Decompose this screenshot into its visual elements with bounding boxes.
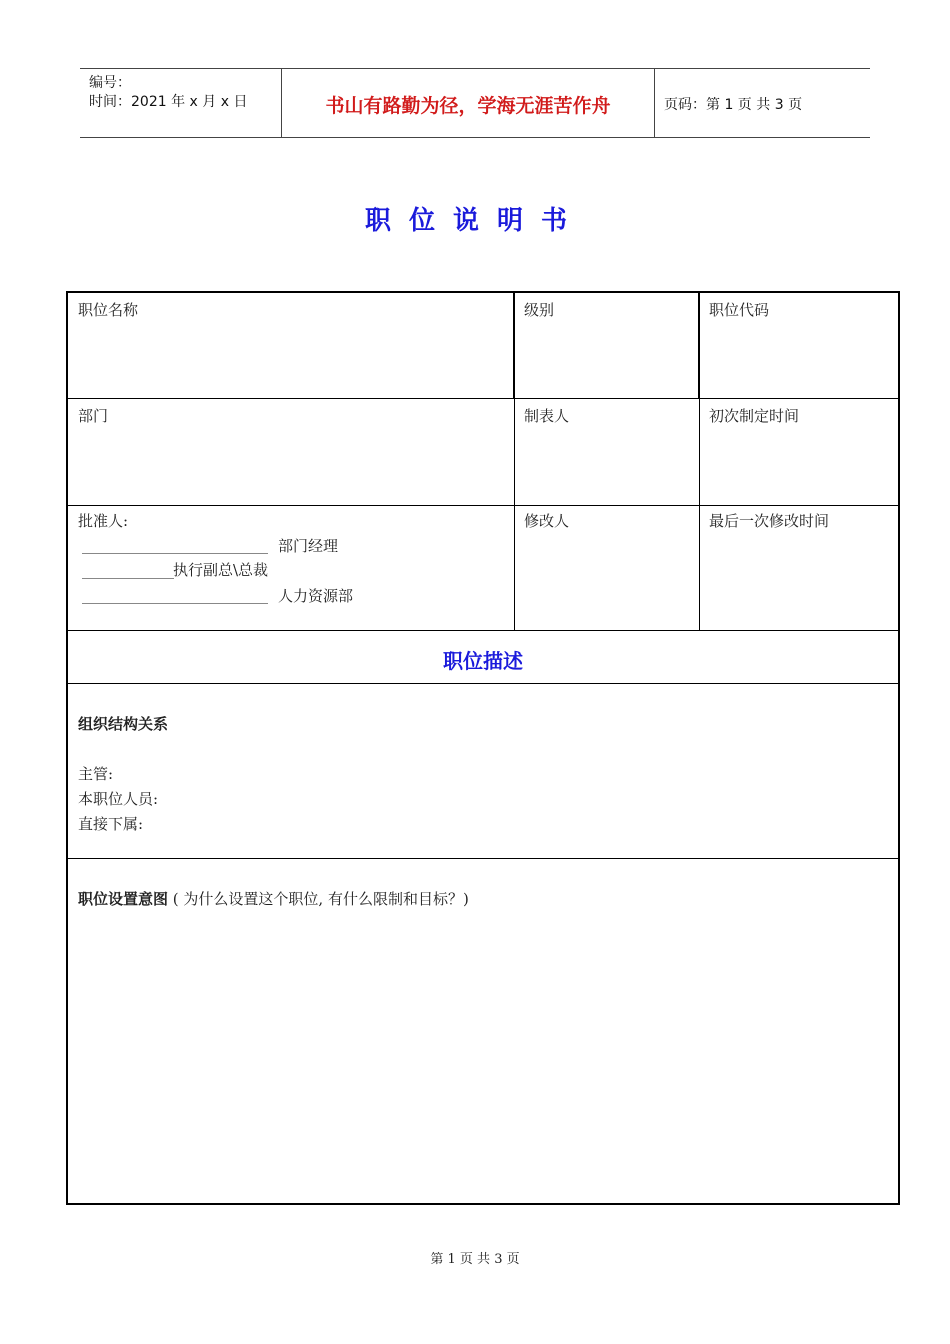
page-header xyxy=(80,68,870,138)
page-info: 页码：第 1 页 共 3 页 xyxy=(664,97,803,113)
header-motto-cell xyxy=(282,69,655,137)
page-footer: 第 1 页 共 3 页 xyxy=(430,1252,520,1267)
header-page-cell xyxy=(655,69,870,137)
time-label: 时间：2021 年 x 月 x 日 xyxy=(89,94,248,110)
position-name-label: 职位名称 xyxy=(78,301,139,319)
purpose-heading xyxy=(78,888,469,909)
header-meta xyxy=(80,69,282,137)
signature-line xyxy=(82,603,268,604)
preparer-label: 制表人 xyxy=(524,407,570,425)
motto: 书山有路勤为径，学海无涯苦作舟 xyxy=(325,95,611,117)
modifier-label: 修改人 xyxy=(524,512,570,530)
approver-label: 批准人: xyxy=(78,512,129,530)
department-label: 部门 xyxy=(78,407,109,425)
divider xyxy=(514,399,515,630)
position-code-label: 职位代码 xyxy=(709,301,770,319)
last-modified-label: 最后一次修改时间 xyxy=(709,512,830,530)
document-title: 职位说明书 xyxy=(364,206,585,236)
divider xyxy=(68,858,898,859)
purpose-hint: ( 为什么设置这个职位, 有什么限制和目标？) xyxy=(172,890,469,908)
signature-line xyxy=(82,553,268,554)
divider xyxy=(68,505,898,506)
purpose-title: 职位设置意图 xyxy=(78,890,169,908)
level-label: 级别 xyxy=(524,301,555,319)
approver-line-2: 执行副总\总裁 xyxy=(173,561,269,579)
divider xyxy=(513,293,515,399)
org-structure-title: 组织结构关系 xyxy=(78,715,169,733)
divider xyxy=(68,683,898,684)
number-label: 编号： xyxy=(89,75,131,91)
divider xyxy=(68,630,898,631)
section-title: 职位描述 xyxy=(443,649,523,673)
subordinates-label: 直接下属: xyxy=(78,815,144,833)
approver-line-1: 部门经理 xyxy=(278,537,339,555)
divider xyxy=(699,399,700,630)
approver-line-3: 人力资源部 xyxy=(278,587,354,605)
job-description-form xyxy=(66,291,900,1205)
divider xyxy=(698,293,700,399)
incumbent-label: 本职位人员: xyxy=(78,790,159,808)
first-date-label: 初次制定时间 xyxy=(709,407,800,425)
supervisor-label: 主管: xyxy=(78,765,114,783)
divider xyxy=(68,398,898,399)
signature-line xyxy=(82,578,174,579)
